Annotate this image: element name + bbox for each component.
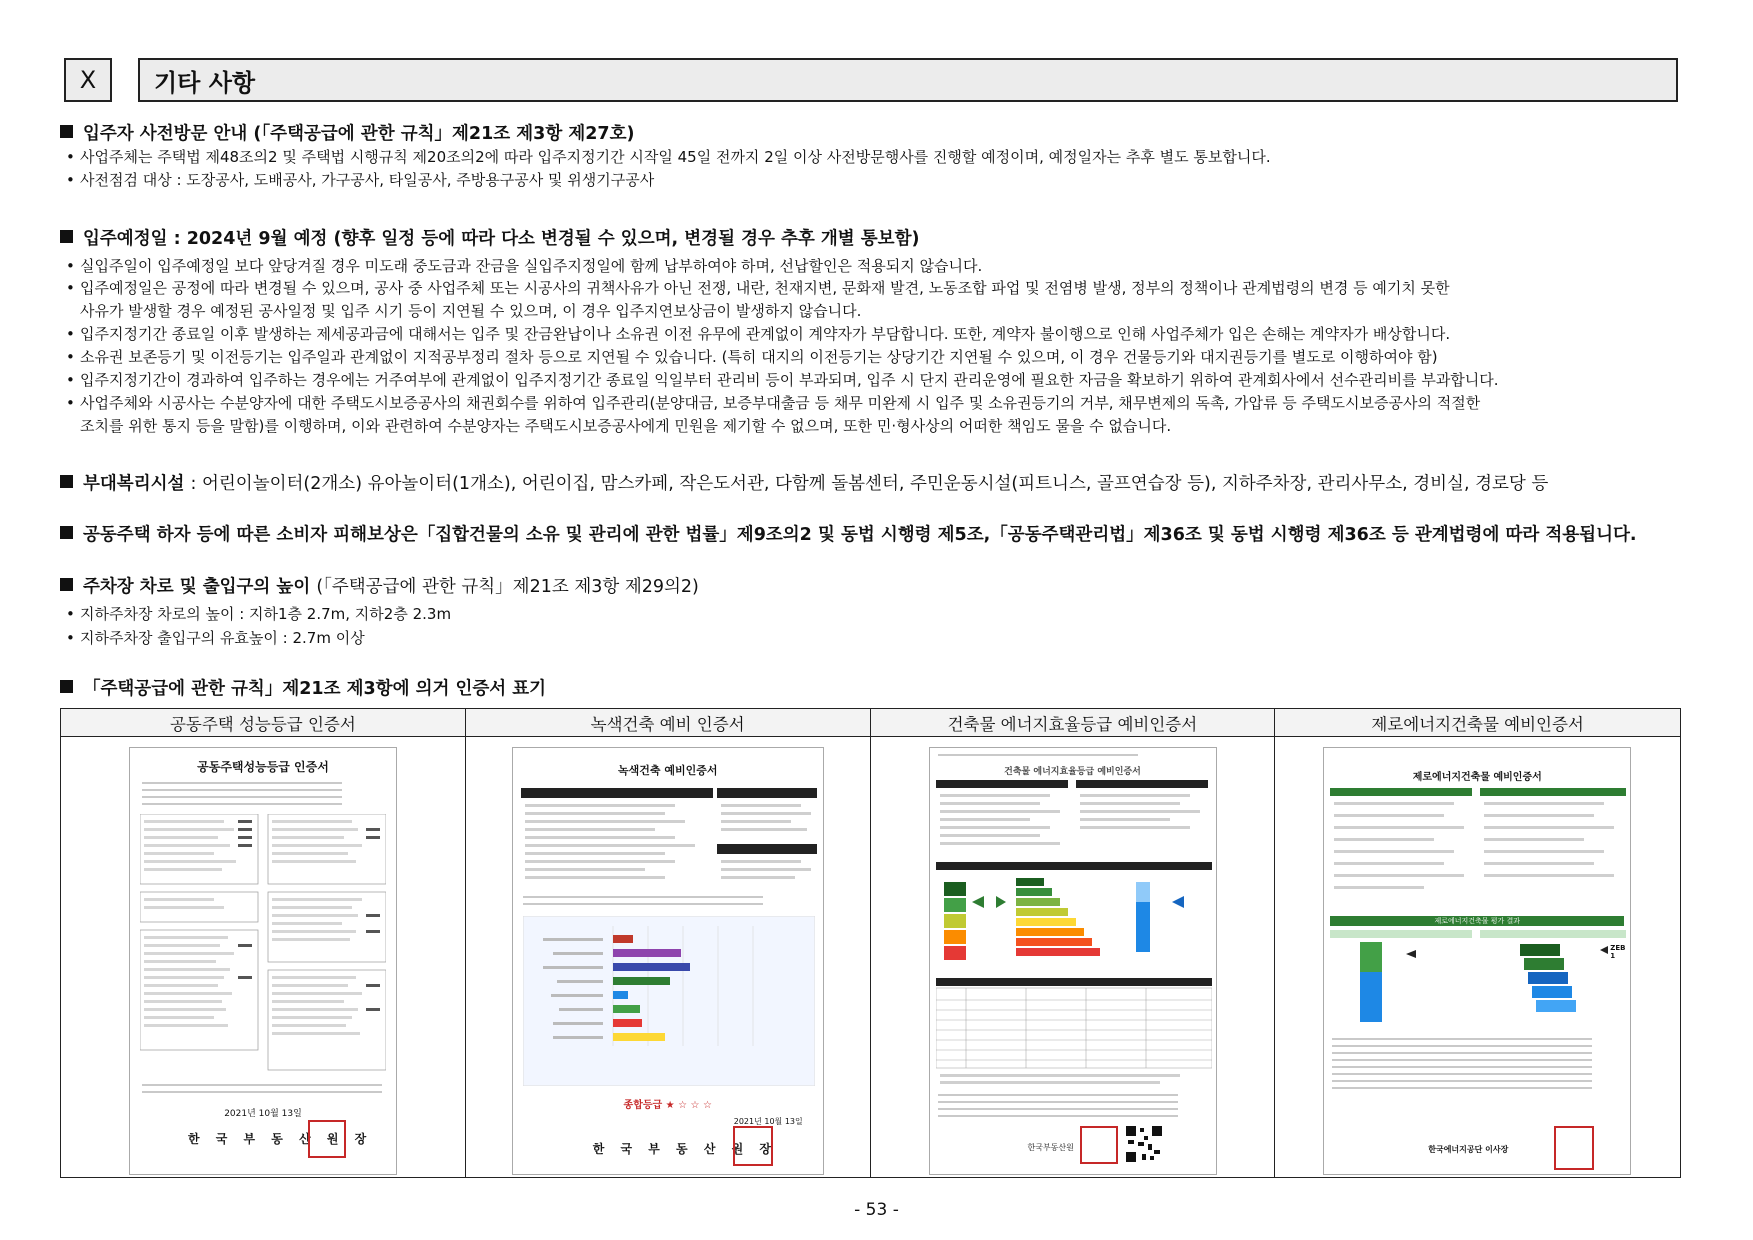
zero-energy-certificate-image [1323, 747, 1631, 1175]
energy-cert-title: 건축물 에너지효율등급 예비인증서 [1004, 767, 1141, 777]
performance-cert-summary [142, 782, 342, 810]
green-cert-title: 녹색건축 예비인증서 [618, 764, 718, 777]
performance-certificate-image [129, 747, 397, 1175]
green-certificate-image [512, 747, 824, 1175]
movein-bullet-2: • 입주예정일은 공정에 따라 변경될 수 있으며, 공사 중 사업주체 또는 시공사의 귀책사유가 아닌 전쟁, 내란, 천재지변, 문화재 발견, 노동조합 파업 및 전염병 발생, 정부의 정책이나 관계법령의 변경 등 예기치 못한 [66, 279, 1450, 297]
zero-energy-cert-issuer: 한국에너지공단 이사장 [1428, 1145, 1509, 1154]
movein-heading: 입주예정일 : 2024년 9월 예정 (향후 일정 등에 따라 다소 변경될 수 있으며, 변경될 경우 추후 개별 통보함) [60, 225, 920, 250]
parking-bullet-1: • 지하주차장 차로의 높이 : 지하1층 2.7m, 지하2층 2.3m [66, 605, 452, 623]
zero-energy-cert-result-chart-image [1330, 930, 1626, 1030]
energy-cert-header-note [938, 754, 1138, 761]
movein-bullet-4: • 소유권 보존등기 및 이전등기는 입주일과 관계없이 지적공부정리 절차 등으로 지연될 수 있습니다. (특히 대지의 이전등기는 상당기간 지연될 수 있으며, 이 경우 건물등기와 대지권등기를 별도로 이행하여야 함) [66, 348, 1438, 366]
zero-energy-cert-info-table [1330, 788, 1626, 908]
cert-cell-performance [61, 737, 466, 1177]
green-cert-grade: 종합등급 ★ ☆ ☆ ☆ [623, 1100, 712, 1111]
bullet-square-icon [60, 680, 73, 693]
movein-bullet-3: • 입주지정기간 종료일 이후 발생하는 제세공과금에 대해서는 입주 및 잔금완납이나 소유권 이전 유무에 관계없이 계약자가 부담합니다. 또한, 계약자 불이행으로 인해 사업주체가 입은 손해는 계약자가 배상합니다. [66, 325, 1451, 343]
page-number: - 53 - [854, 1200, 899, 1220]
performance-cert-grade-table [140, 814, 386, 1074]
certs-heading: 「주택공급에 관한 규칙」제21조 제3항에 의거 인증서 표기 [60, 675, 546, 700]
green-cert-issuer: 한 국 부 동 산 원 장 [592, 1142, 777, 1156]
energy-cert-usage-table [936, 978, 1212, 1088]
cert-cell-zero-energy [1275, 737, 1680, 1177]
zero-energy-cert-subtitle: 제로에너지건축물 평가 결과 [1330, 916, 1624, 926]
official-seal-icon [308, 1120, 346, 1158]
parking-bullet-2: • 지하주차장 출입구의 유효높이 : 2.7m 이상 [66, 629, 365, 647]
official-seal-icon [733, 1126, 773, 1166]
movein-bullet-6-cont: 조치를 위한 통지 등을 말함)를 이행하며, 이와 관련하여 수분양자는 주택도시보증공사에게 민원을 제기할 수 없으며, 또한 민·형사상의 어떠한 책임도 물을 수 없습니다. [80, 417, 1172, 435]
bullet-square-icon [60, 125, 73, 138]
visit-bullet-1: • 사업주체는 주택법 제48조의2 및 주택법 시행규칙 제20조의2에 따라 입주지정기간 시작일 45일 전까지 2일 이상 사전방문행사를 진행할 예정이며, 예정일자는 추후 별도 통보합니다. [66, 148, 1271, 166]
visit-bullet-2: • 사전점검 대상 : 도장공사, 도배공사, 가구공사, 타일공사, 주방용구공사 및 위생기구공사 [66, 171, 655, 189]
facilities-line: 부대복리시설 : 어린이놀이터(2개소) 유아놀이터(1개소), 어린이집, 맘스카페, 작은도서관, 다함께 돌봄센터, 주민운동시설(피트니스, 골프연습장 등), 지하주차장, 관리사무소, 경비실, 경로당 등 [60, 470, 1548, 495]
cert-header-green: 녹색건축 예비 인증서 [466, 709, 871, 737]
cert-header-zero-energy: 제로에너지건축물 예비인증서 [1275, 709, 1680, 737]
bullet-square-icon [60, 230, 73, 243]
zero-energy-cert-notes [1332, 1038, 1592, 1094]
energy-cert-info-table [936, 780, 1212, 860]
parking-heading: 주차장 차로 및 출입구의 높이 (「주택공급에 관한 규칙」제21조 제3항 제29의2) [60, 573, 699, 598]
movein-bullet-5: • 입주지정기간이 경과하여 입주하는 경우에는 거주여부에 관계없이 입주지정기간 종료일 익일부터 관리비 등이 부과되며, 입주 시 단지 관리운영에 필요한 자금을 확보하기 위하여 관계회사에서 선수관리비를 부과합니다. [66, 371, 1499, 389]
visit-heading: 입주자 사전방문 안내 (「주택공급에 관한 규칙」제21조 제3항 제27호) [60, 120, 635, 145]
performance-cert-issuer: 한 국 부 동 산 원 장 [188, 1132, 373, 1146]
official-seal-icon [1080, 1126, 1118, 1164]
cert-header-energy: 건축물 에너지효율등급 예비인증서 [871, 709, 1276, 737]
cert-header-performance: 공동주택 성능등급 인증서 [61, 709, 466, 737]
movein-bullet-1: • 실입주일이 입주예정일 보다 앞당겨질 경우 미도래 중도금과 잔금을 실입주지정일에 함께 납부하여야 하며, 선납할인은 적용되지 않습니다. [66, 257, 983, 275]
energy-cert-notes [938, 1094, 1178, 1122]
green-cert-info-table [521, 788, 817, 886]
bullet-square-icon [60, 526, 73, 539]
green-cert-note [523, 896, 763, 910]
official-seal-icon [1554, 1126, 1594, 1170]
qr-code-icon [1126, 1126, 1162, 1162]
section-number: X [64, 58, 112, 102]
energy-certificate-image [929, 747, 1217, 1175]
zero-energy-cert-title: 제로에너지건축물 예비인증서 [1412, 772, 1542, 783]
green-cert-bar-chart-image [523, 916, 815, 1086]
cert-cell-green [466, 737, 871, 1177]
bullet-square-icon [60, 578, 73, 591]
performance-cert-title: 공동주택성능등급 인증서 [197, 760, 329, 774]
performance-cert-date: 2021년 10월 13일 [224, 1109, 302, 1119]
certificate-table [60, 708, 1681, 1178]
cert-cell-energy [871, 737, 1276, 1177]
zero-energy-cert-grade: ZEB 1 [1610, 944, 1626, 960]
movein-bullet-6: • 사업주체와 시공사는 수분양자에 대한 주택도시보증공사의 채권회수를 위하여 입주관리(분양대금, 보증부대출금 등 채무 미완제 시 입주 및 소유권등기의 거부, 채무변제의 독촉, 가압류 등 주택도시보증공사의 적절한 [66, 394, 1481, 412]
performance-cert-notes [142, 1084, 382, 1098]
energy-cert-issuer: 한국부동산원 [1027, 1143, 1074, 1152]
bullet-square-icon [60, 475, 73, 488]
defect-heading: 공동주택 하자 등에 따른 소비자 피해보상은「집합건물의 소유 및 관리에 관한 법률」제9조의2 및 동법 시행령 제5조,「공동주택관리법」제36조 및 동법 시행령 제36조 등 관계법령에 따라 적용됩니다. [60, 521, 1637, 546]
section-title: 기타 사항 [138, 58, 1678, 102]
energy-cert-rating-chart-image [936, 862, 1212, 972]
movein-bullet-2-cont: 사유가 발생할 경우 예정된 공사일정 및 입주 시기 등이 지연될 수 있으며, 이 경우 입주지연보상금이 발생하지 않습니다. [80, 302, 862, 320]
green-cert-date: 2021년 10월 13일 [733, 1117, 803, 1126]
